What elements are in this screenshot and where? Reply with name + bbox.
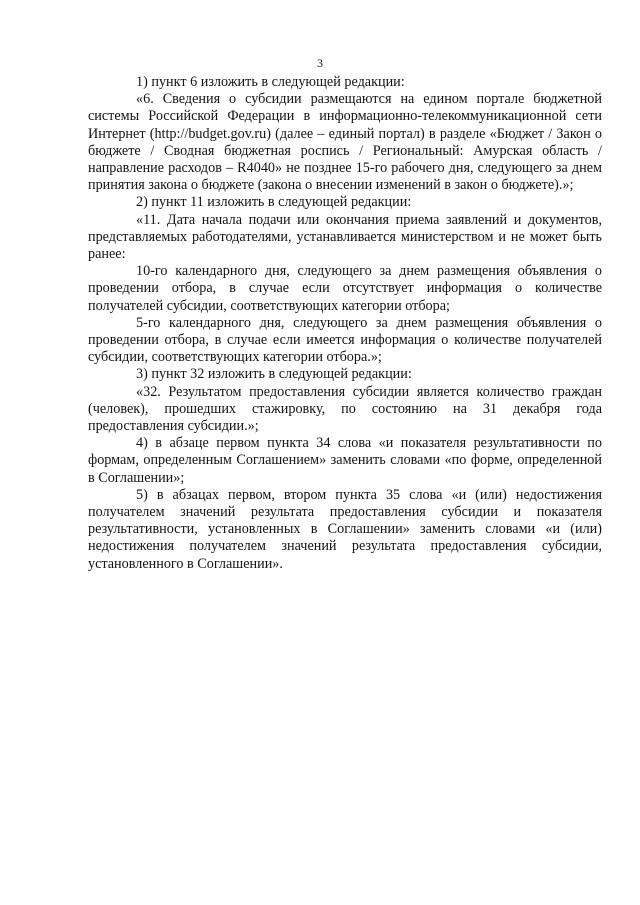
amendment-item-4: 4) в абзаце первом пункта 34 слова «и показателя результативности по формам, определенным Соглашением» заменить словами «по форме, определенной в Соглашении»; xyxy=(88,435,602,486)
amendment-item-2: 2) пункт 11 изложить в следующей редакции: xyxy=(136,194,412,211)
amendment-item-2-text: «11. Дата начала подачи или окончания приема заявлений и документов, представляемых работодателями, устанавливается министерством и не может быть ранее: xyxy=(88,211,602,263)
amendment-item-1-text: «6. Сведения о субсидии размещаются на едином портале бюджетной системы Российской Федерации в информационно-телекоммуникационной сети Интернет (http://budget.gov.ru) (далее – единый портал) в разделе «Бюджет / Закон о бюджете / Сводная бюджетная роспись / Региональный: Амурская область / направление расходов – R4040» не позднее 15-го рабочего дня, следующего за днем принятия закона о бюджете (закона о внесении изменений в закон о бюджете).»; xyxy=(88,91,602,194)
amendment-item-1: 1) пункт 6 изложить в следующей редакции: xyxy=(136,74,405,90)
page-number: 3 xyxy=(317,56,323,70)
amendment-item-5: 5) в абзацах первом, втором пункта 35 слова «и (или) недостижения получателем значений результата предоставления субсидии и показателя результативности, установленных в Соглашении» заменить словами «и (или) недостижения получателем значений результата предоставления субсидии, установленного в Соглашении». xyxy=(88,486,602,572)
amendment-item-3: 3) пункт 32 изложить в следующей редакции: xyxy=(136,366,412,383)
document-body xyxy=(88,74,602,573)
amendment-item-3-text: «32. Результатом предоставления субсидии является количество граждан (человек), прошедших стажировку, по состоянию на 31 декабря года предоставления субсидии.»; xyxy=(88,383,602,435)
amendment-item-2-condition-2: 5-го календарного дня, следующего за днем размещения объявления о проведении отбора, в случае если имеется информация о количестве получателей субсидии, соответствующих категории отбора.»; xyxy=(88,314,602,366)
amendment-item-2-condition-1: 10-го календарного дня, следующего за днем размещения объявления о проведении отбора, в случае если отсутствует информация о количестве получателей субсидии, соответствующих категории отбора; xyxy=(88,263,602,314)
